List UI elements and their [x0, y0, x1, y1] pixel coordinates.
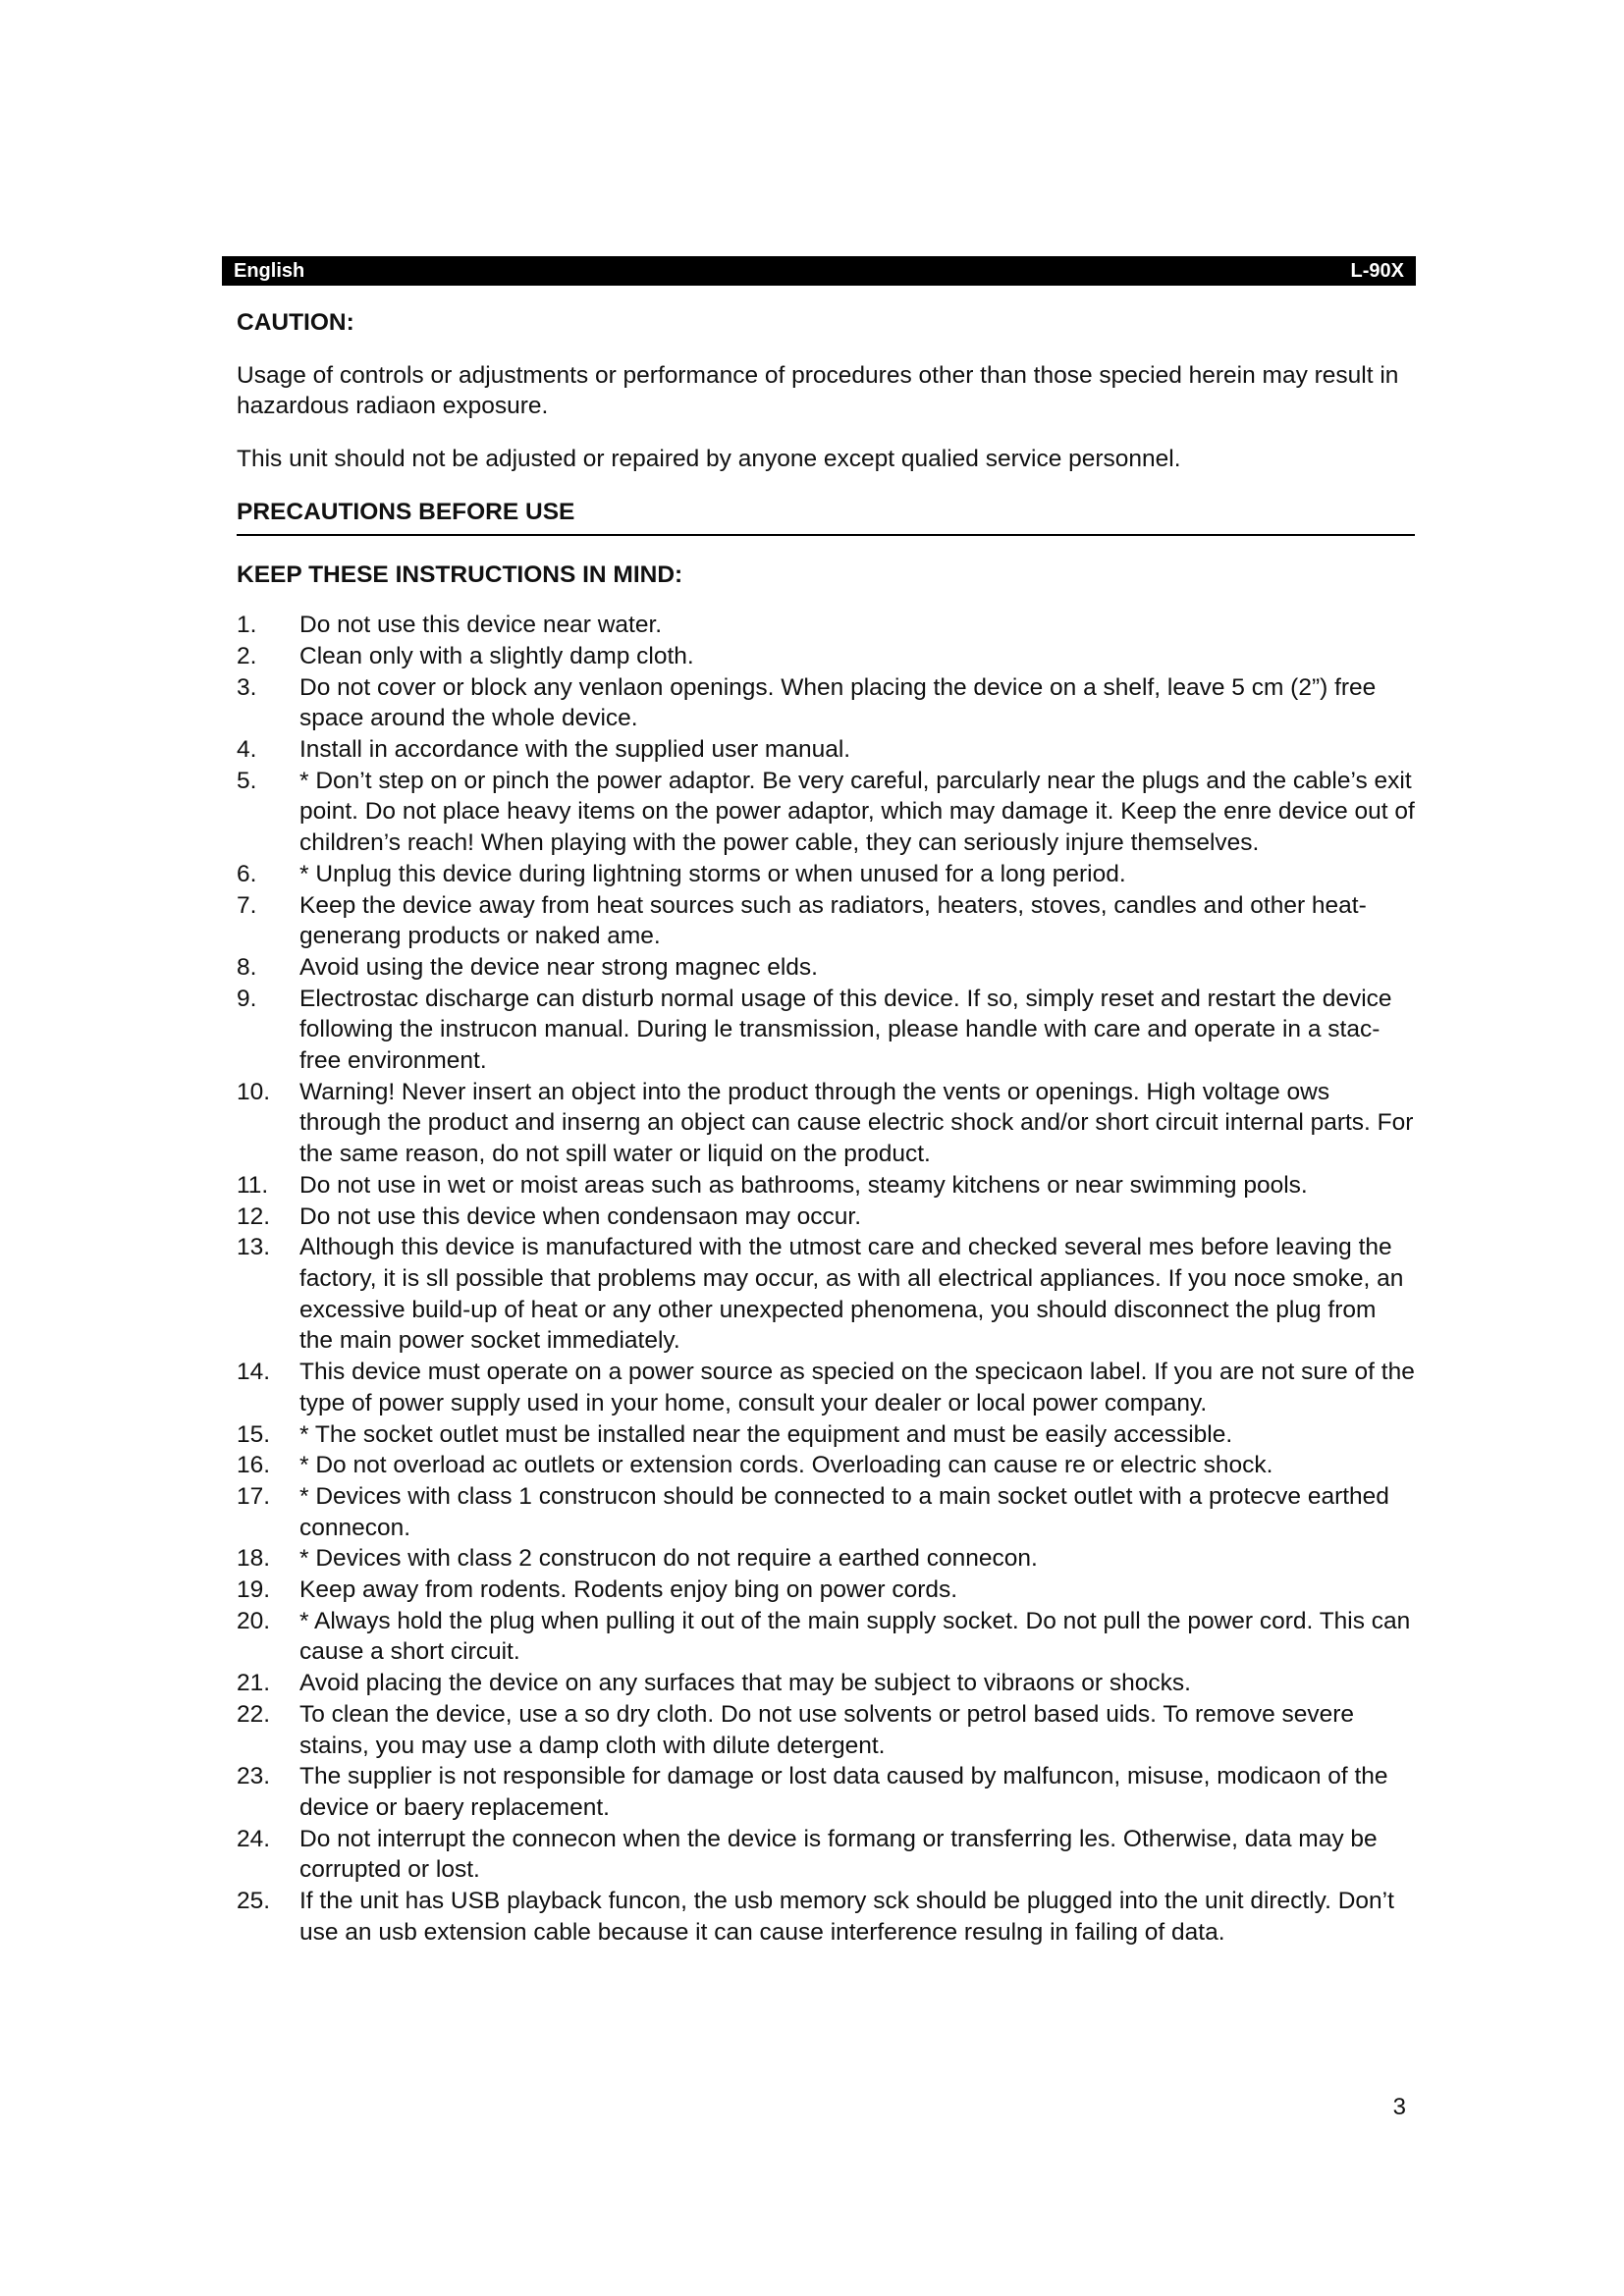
- list-item: [237, 766, 1415, 859]
- list-item: [237, 1543, 1415, 1575]
- item-text: * Do not overload ac outlets or extension cords. Overloading can cause re or electric shock.: [299, 1452, 1273, 1479]
- item-text: Electrostac discharge can disturb normal usage of this device. If so, simply reset and restart the device following the instrucon manual. During le transmission, please handle with care and operate in a stac-free environment.: [299, 985, 1392, 1075]
- list-item: [237, 1824, 1415, 1886]
- item-number: 23.: [237, 1763, 271, 1790]
- item-number: 18.: [237, 1545, 271, 1573]
- item-text: * Devices with class 1 construcon should be connected to a main socket outlet with a protecve earthed connecon.: [299, 1482, 1389, 1541]
- list-item: [237, 672, 1415, 734]
- item-number: 11.: [237, 1171, 269, 1199]
- item-text: * Always hold the plug when pulling it out of the main supply socket. Do not pull the power cord. This can cause a short circuit.: [299, 1607, 1411, 1666]
- item-text: * Don’t step on or pinch the power adaptor. Be very careful, parcularly near the plugs and the cable’s exit point. Do not place heavy items on the power adaptor, which may damage it. Keep the enre device out of children’s reach! When playing with the power cable, they can seriously injure themselves.: [299, 767, 1415, 857]
- precautions-title: PRECAUTIONS BEFORE USE: [237, 497, 1415, 536]
- item-text: If the unit has USB playback funcon, the usb memory sck should be plugged into the unit directly. Don’t use an usb extension cable because it can cause interference resulng in failing of data.: [299, 1888, 1394, 1946]
- item-text: This device must operate on a power source as specied on the specicaon label. If you are not sure of the type of power supply used in your home, consult your dealer or local power company.: [299, 1359, 1415, 1416]
- list-item: [237, 1481, 1415, 1543]
- list-item: [237, 1419, 1415, 1451]
- item-text: Keep away from rodents. Rodents enjoy bing on power cords.: [299, 1576, 958, 1604]
- item-number: 16.: [237, 1452, 271, 1479]
- item-number: 15.: [237, 1420, 271, 1448]
- item-number: 24.: [237, 1825, 271, 1852]
- list-item: [237, 1232, 1415, 1357]
- item-number: 4.: [237, 736, 257, 764]
- item-number: 20.: [237, 1607, 271, 1634]
- precautions-subtitle: KEEP THESE INSTRUCTIONS IN MIND:: [237, 561, 683, 588]
- item-number: 14.: [237, 1359, 271, 1386]
- list-item: [237, 1761, 1415, 1823]
- item-number: 8.: [237, 953, 257, 981]
- item-text: Avoid using the device near strong magnec elds.: [299, 953, 818, 981]
- item-text: Do not use this device near water.: [299, 612, 663, 639]
- list-item: [237, 1699, 1415, 1761]
- item-text: Do not use this device when condensaon may occur.: [299, 1202, 862, 1230]
- list-item: [237, 890, 1415, 952]
- list-item: [237, 641, 1415, 672]
- caution-paragraph: This unit should not be adjusted or repaired by anyone except qualied service personnel.: [237, 446, 1181, 473]
- item-number: 3.: [237, 673, 257, 701]
- item-number: 6.: [237, 860, 257, 887]
- page-number: 3: [1392, 2094, 1406, 2120]
- item-text: * Devices with class 2 construcon do not require a earthed connecon.: [299, 1545, 1038, 1573]
- precautions-list: [237, 610, 1415, 1948]
- item-number: 12.: [237, 1202, 271, 1230]
- item-number: 10.: [237, 1078, 271, 1105]
- item-text: Do not cover or block any venlaon openings. When placing the device on a shelf, leave 5 cm (2”) free space around the whole device.: [299, 673, 1377, 732]
- page-content: [237, 307, 1415, 1948]
- list-item: [237, 1170, 1415, 1201]
- list-item: [237, 984, 1415, 1077]
- list-item: [237, 952, 1415, 984]
- item-text: Avoid placing the device on any surfaces that may be subject to vibraons or shocks.: [299, 1670, 1191, 1697]
- list-item: [237, 610, 1415, 641]
- item-text: * The socket outlet must be installed near the equipment and must be easily accessible.: [299, 1420, 1233, 1448]
- item-number: 17.: [237, 1482, 271, 1510]
- caution-title: CAUTION:: [237, 309, 354, 336]
- item-number: 1.: [237, 612, 257, 639]
- item-number: 21.: [237, 1670, 271, 1697]
- list-item: [237, 1450, 1415, 1481]
- item-text: Keep the device away from heat sources such as radiators, heaters, stoves, candles and other heat-generang products or naked ame.: [299, 891, 1367, 950]
- item-number: 22.: [237, 1700, 271, 1728]
- item-number: 9.: [237, 985, 257, 1012]
- item-text: Clean only with a slightly damp cloth.: [299, 642, 694, 669]
- item-text: Do not use in wet or moist areas such as bathrooms, steamy kitchens or near swimming pools.: [299, 1171, 1308, 1199]
- list-item: [237, 1077, 1415, 1170]
- list-item: [237, 1575, 1415, 1606]
- item-text: Do not interrupt the connecon when the device is formang or transferring les. Otherwise, data may be corrupted or lost.: [299, 1825, 1378, 1884]
- item-number: 5.: [237, 767, 257, 794]
- item-text: * Unplug this device during lightning storms or when unused for a long period.: [299, 860, 1126, 887]
- list-item: [237, 1886, 1415, 1948]
- list-item: [237, 1357, 1415, 1418]
- item-number: 2.: [237, 642, 257, 669]
- item-number: 13.: [237, 1234, 271, 1261]
- list-item: [237, 859, 1415, 890]
- list-item: [237, 1606, 1415, 1668]
- item-text: To clean the device, use a so dry cloth. Do not use solvents or petrol based uids. To remove severe stains, you may use a damp cloth with dilute detergent.: [299, 1700, 1355, 1759]
- item-number: 25.: [237, 1888, 271, 1915]
- header-language: English: [234, 259, 305, 282]
- item-number: 7.: [237, 891, 257, 919]
- item-text: Although this device is manufactured with the utmost care and checked several mes before leaving the factory, it is sll possible that problems may occur, as with all electrical appliances. If you noce smoke, an excessive build-up of heat or any other unexpected phenomena, you should disconnect the plug from the main power socket immediately.: [299, 1234, 1404, 1355]
- item-text: The supplier is not responsible for damage or lost data caused by malfuncon, misuse, modicaon of the device or baery replacement.: [299, 1763, 1388, 1821]
- header-model: L-90X: [1350, 259, 1404, 282]
- list-item: [237, 1201, 1415, 1233]
- item-number: 19.: [237, 1576, 271, 1604]
- caution-paragraph: Usage of controls or adjustments or performance of procedures other than those specied herein may result in hazardous radiaon exposure.: [237, 361, 1399, 420]
- item-text: Warning! Never insert an object into the product through the vents or openings. High voltage ows through the product and inserng an object can cause electric shock and/or short circuit internal parts. For the same reason, do not spill water or liquid on the product.: [299, 1078, 1414, 1168]
- list-item: [237, 1668, 1415, 1699]
- item-text: Install in accordance with the supplied user manual.: [299, 736, 851, 764]
- header-bar: [222, 256, 1416, 286]
- list-item: [237, 734, 1415, 766]
